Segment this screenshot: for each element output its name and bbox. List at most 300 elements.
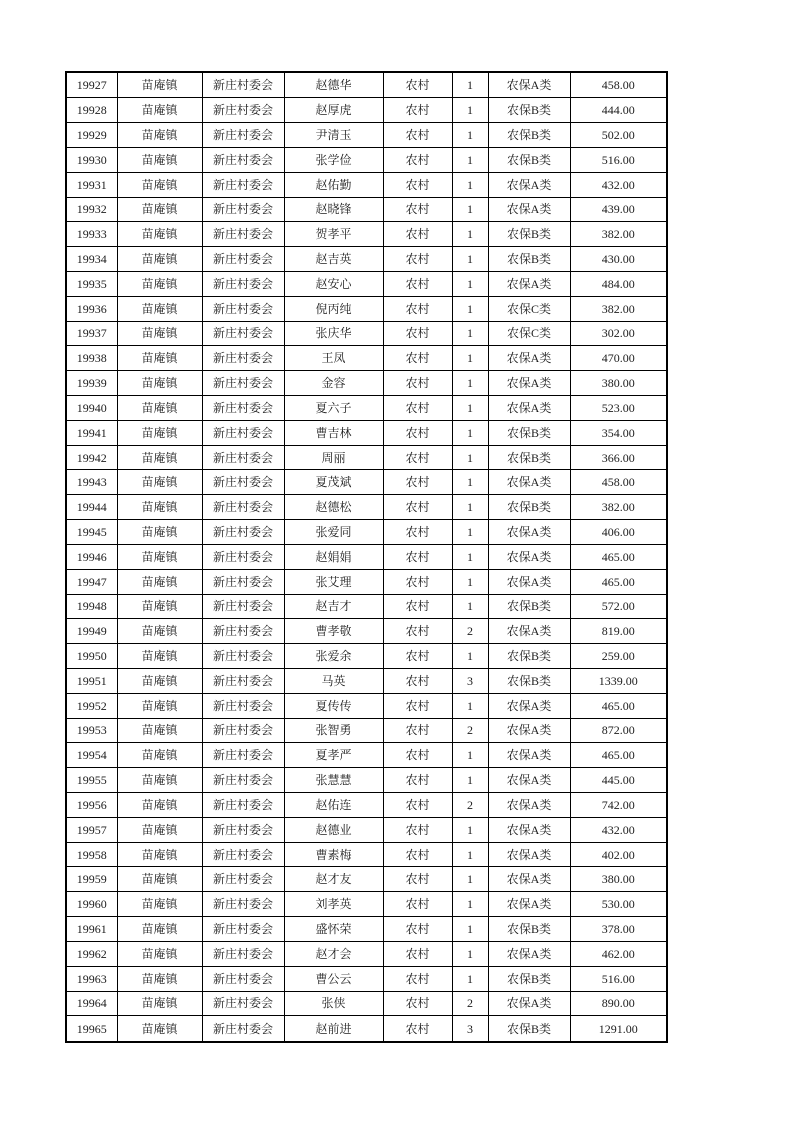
cell-person-count: 1: [452, 197, 488, 222]
table-row: [66, 867, 667, 892]
cell-insurance-category: 农保B类: [488, 1016, 570, 1042]
cell-insurance-category: 农保A类: [488, 743, 570, 768]
cell-person-count: 1: [452, 470, 488, 495]
cell-amount: 890.00: [570, 991, 667, 1016]
cell-record-id: 19954: [66, 743, 117, 768]
cell-residence-type: 农村: [383, 470, 452, 495]
cell-town: 苗庵镇: [117, 991, 202, 1016]
cell-person-count: 1: [452, 123, 488, 148]
cell-record-id: 19939: [66, 371, 117, 396]
cell-amount: 430.00: [570, 247, 667, 272]
cell-person-name: 赵德业: [284, 817, 383, 842]
cell-residence-type: 农村: [383, 445, 452, 470]
cell-village-committee: 新庄村委会: [202, 72, 284, 98]
cell-amount: 382.00: [570, 495, 667, 520]
cell-residence-type: 农村: [383, 147, 452, 172]
cell-town: 苗庵镇: [117, 222, 202, 247]
cell-amount: 382.00: [570, 296, 667, 321]
cell-person-count: 1: [452, 321, 488, 346]
cell-record-id: 19930: [66, 147, 117, 172]
table-row: [66, 768, 667, 793]
cell-village-committee: 新庄村委会: [202, 470, 284, 495]
cell-insurance-category: 农保A类: [488, 991, 570, 1016]
cell-insurance-category: 农保B类: [488, 644, 570, 669]
cell-person-count: 1: [452, 271, 488, 296]
cell-town: 苗庵镇: [117, 544, 202, 569]
cell-town: 苗庵镇: [117, 321, 202, 346]
table-row: [66, 147, 667, 172]
table-row: [66, 817, 667, 842]
cell-residence-type: 农村: [383, 197, 452, 222]
cell-village-committee: 新庄村委会: [202, 172, 284, 197]
cell-residence-type: 农村: [383, 72, 452, 98]
cell-person-name: 夏茂斌: [284, 470, 383, 495]
cell-insurance-category: 农保A类: [488, 371, 570, 396]
cell-town: 苗庵镇: [117, 247, 202, 272]
cell-amount: 380.00: [570, 371, 667, 396]
cell-person-name: 倪丙纯: [284, 296, 383, 321]
cell-person-count: 1: [452, 644, 488, 669]
table-row: [66, 247, 667, 272]
table-row: [66, 396, 667, 421]
cell-amount: 302.00: [570, 321, 667, 346]
cell-town: 苗庵镇: [117, 98, 202, 123]
table-row: [66, 693, 667, 718]
cell-town: 苗庵镇: [117, 445, 202, 470]
cell-person-name: 曹孝敬: [284, 619, 383, 644]
table-row: [66, 644, 667, 669]
table-row: [66, 941, 667, 966]
cell-village-committee: 新庄村委会: [202, 296, 284, 321]
cell-insurance-category: 农保A类: [488, 693, 570, 718]
cell-person-count: 1: [452, 72, 488, 98]
cell-person-count: 1: [452, 569, 488, 594]
cell-record-id: 19928: [66, 98, 117, 123]
table-row: [66, 966, 667, 991]
cell-village-committee: 新庄村委会: [202, 917, 284, 942]
cell-residence-type: 农村: [383, 941, 452, 966]
cell-residence-type: 农村: [383, 743, 452, 768]
cell-person-name: 曹吉林: [284, 420, 383, 445]
table-row: [66, 495, 667, 520]
cell-person-count: 1: [452, 743, 488, 768]
cell-village-committee: 新庄村委会: [202, 445, 284, 470]
cell-record-id: 19958: [66, 842, 117, 867]
cell-record-id: 19931: [66, 172, 117, 197]
cell-record-id: 19953: [66, 718, 117, 743]
cell-record-id: 19959: [66, 867, 117, 892]
cell-town: 苗庵镇: [117, 495, 202, 520]
cell-person-name: 赵德松: [284, 495, 383, 520]
table-row: [66, 917, 667, 942]
cell-person-count: 1: [452, 917, 488, 942]
cell-person-name: 赵佑勤: [284, 172, 383, 197]
cell-person-name: 尹清玉: [284, 123, 383, 148]
table-row: [66, 197, 667, 222]
cell-record-id: 19964: [66, 991, 117, 1016]
cell-village-committee: 新庄村委会: [202, 98, 284, 123]
cell-person-count: 2: [452, 991, 488, 1016]
cell-record-id: 19940: [66, 396, 117, 421]
cell-residence-type: 农村: [383, 693, 452, 718]
cell-record-id: 19935: [66, 271, 117, 296]
cell-village-committee: 新庄村委会: [202, 495, 284, 520]
cell-insurance-category: 农保A类: [488, 346, 570, 371]
cell-town: 苗庵镇: [117, 147, 202, 172]
cell-record-id: 19947: [66, 569, 117, 594]
cell-residence-type: 农村: [383, 296, 452, 321]
cell-person-name: 赵前进: [284, 1016, 383, 1042]
cell-residence-type: 农村: [383, 1016, 452, 1042]
cell-village-committee: 新庄村委会: [202, 718, 284, 743]
table-row: [66, 619, 667, 644]
cell-person-name: 赵晓锋: [284, 197, 383, 222]
cell-residence-type: 农村: [383, 495, 452, 520]
cell-amount: 465.00: [570, 569, 667, 594]
cell-town: 苗庵镇: [117, 296, 202, 321]
cell-residence-type: 农村: [383, 892, 452, 917]
cell-residence-type: 农村: [383, 668, 452, 693]
cell-residence-type: 农村: [383, 520, 452, 545]
cell-insurance-category: 农保C类: [488, 296, 570, 321]
cell-residence-type: 农村: [383, 569, 452, 594]
cell-village-committee: 新庄村委会: [202, 941, 284, 966]
cell-person-count: 1: [452, 98, 488, 123]
cell-record-id: 19955: [66, 768, 117, 793]
table-row: [66, 371, 667, 396]
cell-person-count: 1: [452, 966, 488, 991]
cell-village-committee: 新庄村委会: [202, 346, 284, 371]
cell-record-id: 19932: [66, 197, 117, 222]
cell-person-count: 1: [452, 941, 488, 966]
cell-residence-type: 农村: [383, 98, 452, 123]
cell-amount: 444.00: [570, 98, 667, 123]
cell-town: 苗庵镇: [117, 867, 202, 892]
cell-village-committee: 新庄村委会: [202, 594, 284, 619]
cell-residence-type: 农村: [383, 917, 452, 942]
cell-person-count: 2: [452, 718, 488, 743]
cell-insurance-category: 农保B类: [488, 917, 570, 942]
cell-village-committee: 新庄村委会: [202, 147, 284, 172]
cell-record-id: 19949: [66, 619, 117, 644]
cell-person-count: 1: [452, 842, 488, 867]
cell-town: 苗庵镇: [117, 941, 202, 966]
cell-town: 苗庵镇: [117, 197, 202, 222]
cell-record-id: 19929: [66, 123, 117, 148]
table-row: [66, 793, 667, 818]
cell-record-id: 19956: [66, 793, 117, 818]
cell-town: 苗庵镇: [117, 917, 202, 942]
cell-town: 苗庵镇: [117, 892, 202, 917]
cell-person-name: 夏孝严: [284, 743, 383, 768]
cell-amount: 458.00: [570, 470, 667, 495]
cell-person-count: 1: [452, 296, 488, 321]
cell-person-name: 赵佑连: [284, 793, 383, 818]
cell-amount: 502.00: [570, 123, 667, 148]
table-row: [66, 594, 667, 619]
cell-insurance-category: 农保B类: [488, 420, 570, 445]
cell-amount: 458.00: [570, 72, 667, 98]
cell-amount: 432.00: [570, 817, 667, 842]
cell-village-committee: 新庄村委会: [202, 1016, 284, 1042]
cell-record-id: 19957: [66, 817, 117, 842]
cell-person-count: 3: [452, 668, 488, 693]
insurance-payment-table: [65, 71, 668, 1043]
cell-amount: 465.00: [570, 693, 667, 718]
cell-record-id: 19961: [66, 917, 117, 942]
cell-amount: 406.00: [570, 520, 667, 545]
cell-village-committee: 新庄村委会: [202, 197, 284, 222]
cell-village-committee: 新庄村委会: [202, 991, 284, 1016]
cell-town: 苗庵镇: [117, 743, 202, 768]
cell-record-id: 19934: [66, 247, 117, 272]
cell-insurance-category: 农保A类: [488, 619, 570, 644]
table-row: [66, 544, 667, 569]
table-row: [66, 991, 667, 1016]
table-row: [66, 445, 667, 470]
cell-insurance-category: 农保A类: [488, 793, 570, 818]
cell-record-id: 19933: [66, 222, 117, 247]
cell-person-name: 张爱余: [284, 644, 383, 669]
cell-record-id: 19950: [66, 644, 117, 669]
cell-village-committee: 新庄村委会: [202, 247, 284, 272]
cell-village-committee: 新庄村委会: [202, 222, 284, 247]
cell-residence-type: 农村: [383, 544, 452, 569]
cell-residence-type: 农村: [383, 867, 452, 892]
cell-insurance-category: 农保A类: [488, 817, 570, 842]
cell-person-name: 王凤: [284, 346, 383, 371]
table-row: [66, 296, 667, 321]
cell-amount: 872.00: [570, 718, 667, 743]
cell-town: 苗庵镇: [117, 520, 202, 545]
cell-person-count: 1: [452, 817, 488, 842]
cell-residence-type: 农村: [383, 644, 452, 669]
cell-amount: 354.00: [570, 420, 667, 445]
cell-person-name: 贺孝平: [284, 222, 383, 247]
cell-person-count: 1: [452, 445, 488, 470]
cell-record-id: 19951: [66, 668, 117, 693]
cell-town: 苗庵镇: [117, 619, 202, 644]
cell-person-name: 夏传传: [284, 693, 383, 718]
cell-village-committee: 新庄村委会: [202, 520, 284, 545]
table-row: [66, 743, 667, 768]
cell-village-committee: 新庄村委会: [202, 619, 284, 644]
cell-insurance-category: 农保A类: [488, 470, 570, 495]
cell-amount: 259.00: [570, 644, 667, 669]
cell-residence-type: 农村: [383, 420, 452, 445]
cell-village-committee: 新庄村委会: [202, 768, 284, 793]
cell-person-count: 1: [452, 867, 488, 892]
cell-person-name: 赵才会: [284, 941, 383, 966]
cell-town: 苗庵镇: [117, 768, 202, 793]
cell-person-count: 1: [452, 172, 488, 197]
cell-amount: 516.00: [570, 966, 667, 991]
cell-person-name: 赵吉英: [284, 247, 383, 272]
cell-insurance-category: 农保A类: [488, 569, 570, 594]
cell-residence-type: 农村: [383, 321, 452, 346]
table-row: [66, 98, 667, 123]
table-row: [66, 346, 667, 371]
cell-amount: 1291.00: [570, 1016, 667, 1042]
cell-village-committee: 新庄村委会: [202, 793, 284, 818]
cell-person-count: 1: [452, 420, 488, 445]
cell-person-name: 周丽: [284, 445, 383, 470]
cell-amount: 465.00: [570, 743, 667, 768]
cell-town: 苗庵镇: [117, 371, 202, 396]
cell-insurance-category: 农保A类: [488, 842, 570, 867]
cell-residence-type: 农村: [383, 817, 452, 842]
cell-insurance-category: 农保B类: [488, 222, 570, 247]
cell-record-id: 19963: [66, 966, 117, 991]
cell-insurance-category: 农保A类: [488, 396, 570, 421]
cell-village-committee: 新庄村委会: [202, 420, 284, 445]
table-row: [66, 420, 667, 445]
cell-village-committee: 新庄村委会: [202, 644, 284, 669]
cell-person-count: 1: [452, 892, 488, 917]
cell-village-committee: 新庄村委会: [202, 396, 284, 421]
cell-insurance-category: 农保A类: [488, 271, 570, 296]
table-row: [66, 470, 667, 495]
cell-insurance-category: 农保A类: [488, 718, 570, 743]
cell-residence-type: 农村: [383, 793, 452, 818]
table-row: [66, 172, 667, 197]
cell-insurance-category: 农保A类: [488, 520, 570, 545]
cell-amount: 366.00: [570, 445, 667, 470]
table-row: [66, 271, 667, 296]
cell-amount: 572.00: [570, 594, 667, 619]
cell-insurance-category: 农保B类: [488, 247, 570, 272]
table-row: [66, 222, 667, 247]
cell-person-name: 赵才友: [284, 867, 383, 892]
cell-person-count: 1: [452, 396, 488, 421]
cell-amount: 819.00: [570, 619, 667, 644]
cell-residence-type: 农村: [383, 396, 452, 421]
cell-insurance-category: 农保B类: [488, 668, 570, 693]
cell-town: 苗庵镇: [117, 470, 202, 495]
cell-record-id: 19936: [66, 296, 117, 321]
cell-person-name: 赵德华: [284, 72, 383, 98]
cell-person-count: 1: [452, 247, 488, 272]
cell-insurance-category: 农保A类: [488, 197, 570, 222]
table-row: [66, 1016, 667, 1042]
cell-record-id: 19943: [66, 470, 117, 495]
cell-town: 苗庵镇: [117, 1016, 202, 1042]
cell-town: 苗庵镇: [117, 793, 202, 818]
cell-record-id: 19942: [66, 445, 117, 470]
cell-residence-type: 农村: [383, 247, 452, 272]
cell-town: 苗庵镇: [117, 693, 202, 718]
cell-person-name: 曹素梅: [284, 842, 383, 867]
cell-residence-type: 农村: [383, 371, 452, 396]
cell-person-count: 1: [452, 222, 488, 247]
cell-person-count: 2: [452, 793, 488, 818]
cell-amount: 530.00: [570, 892, 667, 917]
cell-residence-type: 农村: [383, 594, 452, 619]
cell-residence-type: 农村: [383, 842, 452, 867]
cell-record-id: 19941: [66, 420, 117, 445]
cell-insurance-category: 农保B类: [488, 966, 570, 991]
cell-residence-type: 农村: [383, 172, 452, 197]
cell-person-name: 盛怀荣: [284, 917, 383, 942]
cell-village-committee: 新庄村委会: [202, 867, 284, 892]
cell-record-id: 19945: [66, 520, 117, 545]
cell-insurance-category: 农保C类: [488, 321, 570, 346]
table-row: [66, 72, 667, 98]
cell-record-id: 19938: [66, 346, 117, 371]
cell-village-committee: 新庄村委会: [202, 544, 284, 569]
cell-residence-type: 农村: [383, 966, 452, 991]
cell-town: 苗庵镇: [117, 420, 202, 445]
cell-person-count: 3: [452, 1016, 488, 1042]
cell-amount: 465.00: [570, 544, 667, 569]
cell-record-id: 19962: [66, 941, 117, 966]
cell-insurance-category: 农保B类: [488, 98, 570, 123]
cell-amount: 380.00: [570, 867, 667, 892]
cell-town: 苗庵镇: [117, 569, 202, 594]
cell-amount: 432.00: [570, 172, 667, 197]
cell-village-committee: 新庄村委会: [202, 842, 284, 867]
cell-town: 苗庵镇: [117, 668, 202, 693]
cell-record-id: 19946: [66, 544, 117, 569]
cell-amount: 1339.00: [570, 668, 667, 693]
cell-insurance-category: 农保A类: [488, 72, 570, 98]
cell-village-committee: 新庄村委会: [202, 371, 284, 396]
cell-town: 苗庵镇: [117, 817, 202, 842]
cell-person-name: 赵吉才: [284, 594, 383, 619]
cell-insurance-category: 农保A类: [488, 544, 570, 569]
cell-residence-type: 农村: [383, 991, 452, 1016]
cell-person-count: 1: [452, 346, 488, 371]
cell-person-count: 1: [452, 371, 488, 396]
table-body: [66, 72, 667, 1042]
table-row: [66, 569, 667, 594]
cell-village-committee: 新庄村委会: [202, 569, 284, 594]
cell-residence-type: 农村: [383, 222, 452, 247]
cell-residence-type: 农村: [383, 768, 452, 793]
table-row: [66, 892, 667, 917]
cell-record-id: 19965: [66, 1016, 117, 1042]
cell-insurance-category: 农保B类: [488, 445, 570, 470]
cell-insurance-category: 农保A类: [488, 768, 570, 793]
cell-town: 苗庵镇: [117, 396, 202, 421]
cell-insurance-category: 农保A类: [488, 172, 570, 197]
cell-residence-type: 农村: [383, 123, 452, 148]
cell-person-name: 金容: [284, 371, 383, 396]
cell-town: 苗庵镇: [117, 718, 202, 743]
cell-town: 苗庵镇: [117, 346, 202, 371]
cell-person-count: 1: [452, 495, 488, 520]
cell-insurance-category: 农保B类: [488, 147, 570, 172]
cell-village-committee: 新庄村委会: [202, 271, 284, 296]
cell-amount: 439.00: [570, 197, 667, 222]
cell-village-committee: 新庄村委会: [202, 817, 284, 842]
cell-town: 苗庵镇: [117, 123, 202, 148]
cell-person-count: 1: [452, 147, 488, 172]
cell-person-count: 1: [452, 693, 488, 718]
cell-amount: 462.00: [570, 941, 667, 966]
cell-amount: 445.00: [570, 768, 667, 793]
cell-person-count: 1: [452, 594, 488, 619]
cell-residence-type: 农村: [383, 271, 452, 296]
cell-village-committee: 新庄村委会: [202, 743, 284, 768]
cell-town: 苗庵镇: [117, 271, 202, 296]
cell-person-name: 赵娟娟: [284, 544, 383, 569]
cell-person-name: 赵厚虎: [284, 98, 383, 123]
cell-record-id: 19927: [66, 72, 117, 98]
cell-insurance-category: 农保B类: [488, 594, 570, 619]
cell-amount: 523.00: [570, 396, 667, 421]
cell-record-id: 19944: [66, 495, 117, 520]
